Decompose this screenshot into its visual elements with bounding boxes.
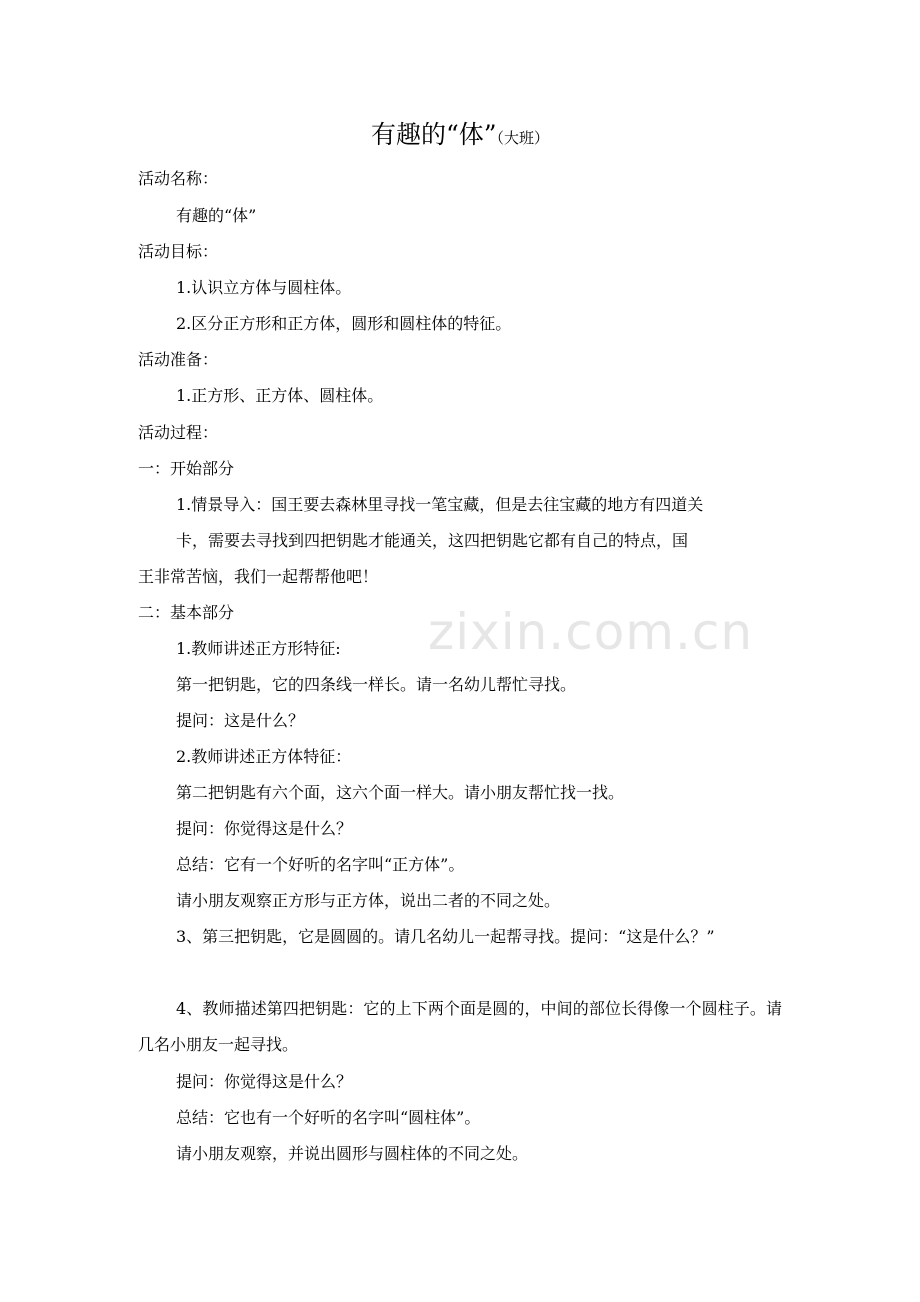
step-1-question: 提问：这是什么？ xyxy=(176,711,305,730)
step-4-summary: 总结：它也有一个好听的名字叫“圆柱体”。 xyxy=(176,1108,481,1127)
step-2-heading: 2.教师讲述正方体特征： xyxy=(176,747,352,766)
step-2-description: 第二把钥匙有六个面，这六个面一样大。请小朋友帮忙找一找。 xyxy=(176,783,625,802)
preparation-item-1: 1.正方形、正方体、圆柱体。 xyxy=(176,386,384,405)
part-heading-basic: 二：基本部分 xyxy=(138,603,235,622)
step-2-question: 提问：你觉得这是什么？ xyxy=(176,819,353,838)
intro-line-1: 1.情景导入：国王要去森林里寻找一笔宝藏，但是去往宝藏的地方有四道关 xyxy=(176,495,704,514)
step-4-question: 提问：你觉得这是什么？ xyxy=(176,1072,353,1091)
step-2-summary: 总结：它有一个好听的名字叫“正方体”。 xyxy=(176,855,465,874)
part-heading-start: 一：开始部分 xyxy=(138,459,235,478)
section-heading-name: 活动名称： xyxy=(138,169,219,188)
section-heading-process: 活动过程： xyxy=(138,423,219,442)
activity-name: 有趣的“体” xyxy=(176,206,257,225)
step-1-heading: 1.教师讲述正方形特征: xyxy=(176,639,341,658)
title-main: 有趣的“体” xyxy=(370,120,497,149)
title-sub: （大班） xyxy=(496,129,550,147)
step-3-paragraph: 3、第三把钥匙，它是圆圆的。请几名幼儿一起帮寻找。提问：“这是什么？” xyxy=(176,927,715,946)
section-heading-preparation: 活动准备： xyxy=(138,350,219,369)
step-2-observation: 请小朋友观察正方形与正方体，说出二者的不同之处。 xyxy=(176,891,561,910)
step-1-description: 第一把钥匙，它的四条线一样长。请一名幼儿帮忙寻找。 xyxy=(176,675,577,694)
intro-line-3: 王非常苦恼，我们一起帮帮他吧！ xyxy=(138,567,379,586)
section-heading-goals: 活动目标： xyxy=(138,242,219,261)
watermark: zixin.com.cn xyxy=(428,603,754,661)
step-4-paragraph: 4、教师描述第四把钥匙：它的上下两个面是圆的，中间的部位长得像一个圆柱子。请几名小朋友一起寻找。 xyxy=(138,999,782,1054)
goal-item-1: 1.认识立方体与圆柱体。 xyxy=(176,278,352,297)
page-title xyxy=(0,118,920,155)
step-4-observation: 请小朋友观察，并说出圆形与圆柱体的不同之处。 xyxy=(176,1144,529,1163)
intro-line-2: 卡，需要去寻找到四把钥匙才能通关，这四把钥匙它都有自己的特点，国 xyxy=(176,531,689,550)
goal-item-2: 2.区分正方形和正方体，圆形和圆柱体的特征。 xyxy=(176,314,512,333)
